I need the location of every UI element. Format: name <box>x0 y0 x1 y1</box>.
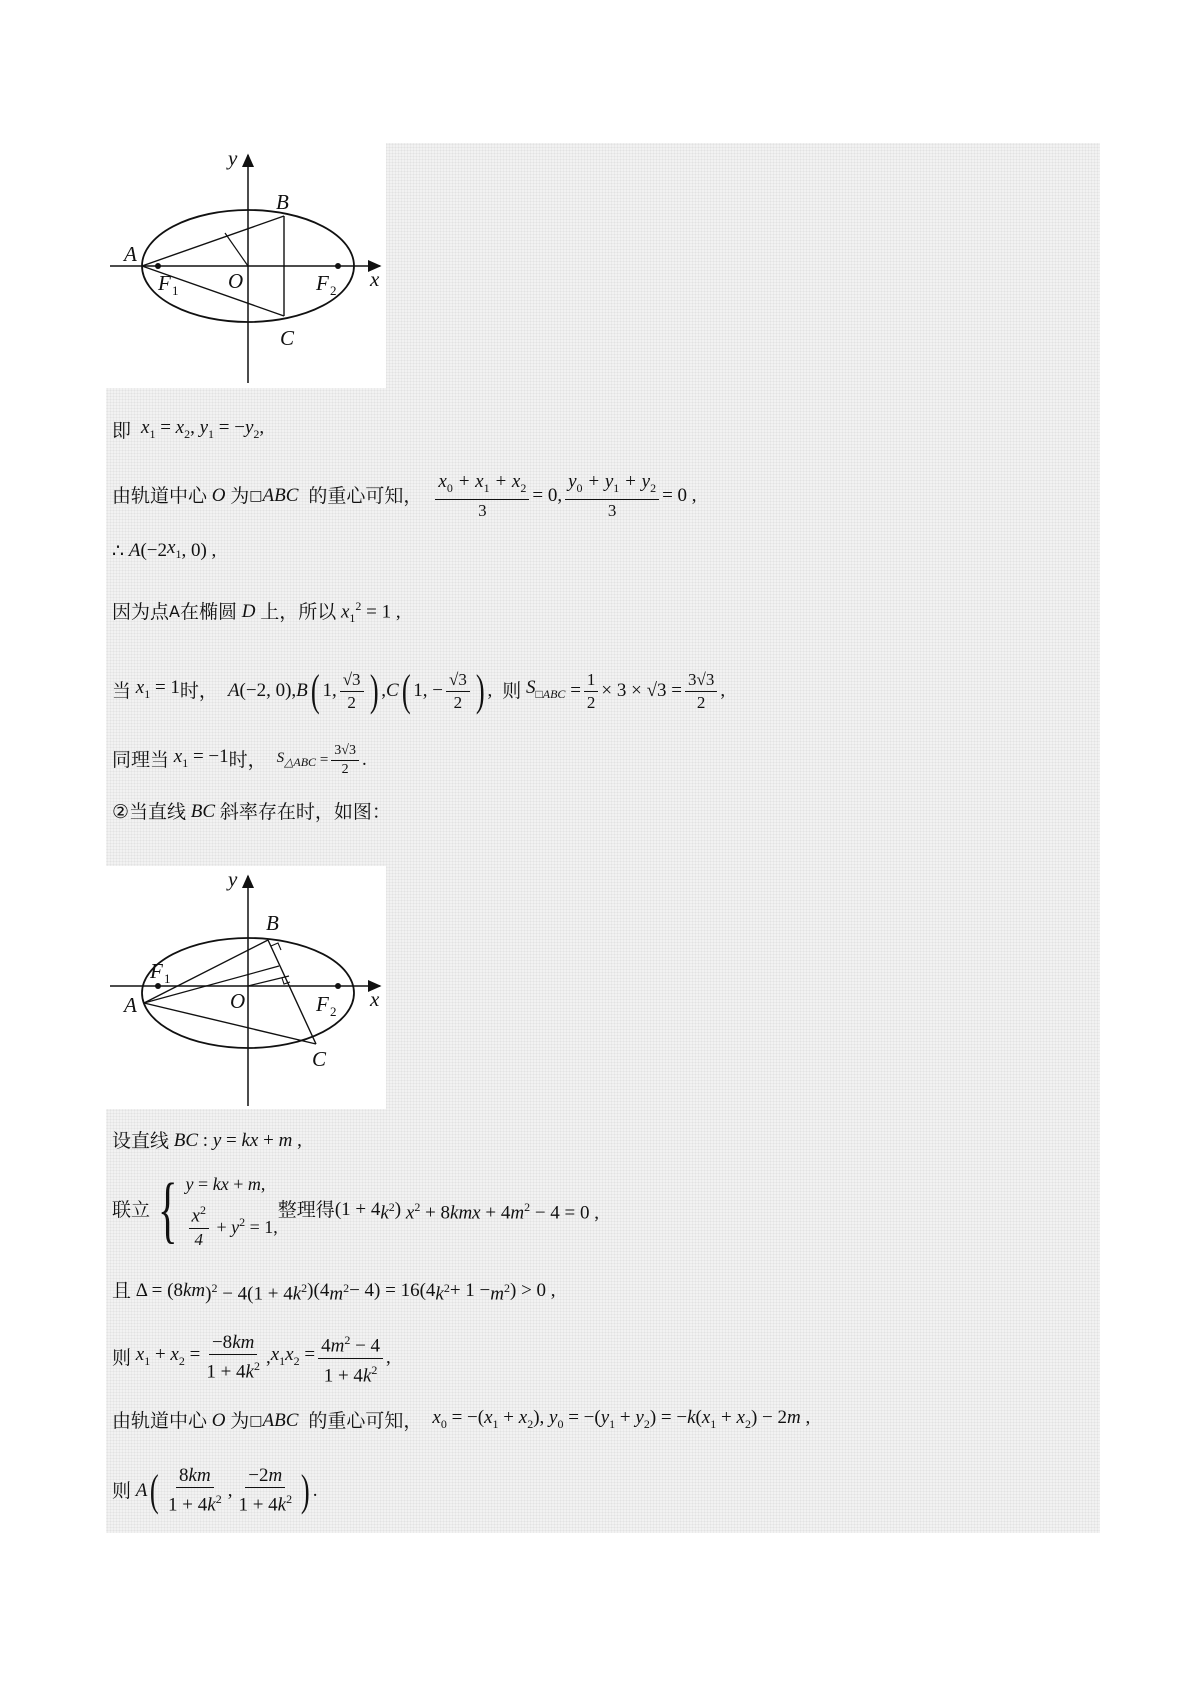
line-6-prefix: 同理当 <box>112 749 170 771</box>
label-F1-sub: 1 <box>164 971 171 986</box>
line-8: 设直线 BC : y = kx + m , <box>112 1126 302 1156</box>
line-8-prefix: 设直线 <box>112 1130 170 1152</box>
line-12-mid: 为 <box>230 1409 250 1432</box>
label-F2-sub: 2 <box>330 283 337 298</box>
equation-system: { y = kx + m, $\frac{x^2}{4}$ + $y^2 = 1$, <box>158 1168 278 1251</box>
label-O: O <box>228 269 244 293</box>
line-12-after: 的重心可知， <box>308 1409 423 1432</box>
line-2-mid: 为 <box>230 485 250 508</box>
line-4: 因为点 A 在椭圆 D 上，所以 $x_1^2 = 1$ , <box>112 599 401 626</box>
line-4-prefix: 因为点 <box>112 601 170 624</box>
label-B: B <box>276 190 289 214</box>
label-C: C <box>280 326 295 350</box>
page-content <box>106 143 1100 1533</box>
focus-F1-dot <box>155 263 161 269</box>
line-3-therefore: ∴ <box>112 539 125 562</box>
line-1-prefix: 即 <box>112 419 132 442</box>
line-2-after: 的重心可知， <box>308 485 423 508</box>
label-F1: F <box>150 959 163 983</box>
ellipse-figure-1 <box>106 143 386 388</box>
line-11: 则 $x_1 + x_2$ = $\frac{-8km}{1 + 4k^2}$ , $x_1x_2$ = $\frac{4m^2 - 4}{1 + 4k^2}$ , <box>112 1333 391 1383</box>
ellipse-figure-2 <box>106 866 386 1109</box>
label-F2: F <box>316 992 329 1016</box>
segment-O-to-BC <box>225 233 248 266</box>
line-2: 由轨道中心 O 为 □ ABC 的重心可知， $\frac{x_0 + x_1 + x_2}{3}$ = 0, $\frac{y_0 + y_1 + y_2}{3}$ = 0 , <box>112 471 697 520</box>
line-12: 由轨道中心 O 为 □ ABC 的重心可知， $x_0 = -(x_1 + x_2)$, $y_0 = -(y_1 + y_2) = -k(x_1 + x_2) - 2m$ , <box>112 1403 810 1439</box>
label-O: O <box>230 989 246 1013</box>
figure-2-svg <box>106 866 386 1109</box>
line-1 <box>112 413 264 449</box>
label-C: C <box>312 1047 327 1071</box>
line-9: 联立 { y = kx + m, $\frac{x^2}{4}$ + $y^2 = 1$, 整理得 (1 + 4 $k^2$ ) $x^2 + 8kmx + 4m^2 - 4 = 0$ , <box>112 1168 600 1251</box>
line-7-text2: 斜率存在时，如图： <box>219 801 391 823</box>
label-x: x <box>370 987 380 1011</box>
line-13: 则 A ( $\frac{8km}{1 + 4k^2}$ , $\frac{-2m}{1 + 4k^2}$ ) . <box>112 1465 318 1516</box>
focus-F2-dot <box>335 263 341 269</box>
line-7: ②当直线 BC 斜率存在时，如图： <box>112 797 391 827</box>
line-9-mid: 整理得 <box>277 1199 335 1221</box>
line-1-math: $x_1 = x_2$, $y_1 = -y_2$, <box>141 417 265 441</box>
label-F1-sub: 1 <box>172 283 179 298</box>
line-2-box: □ <box>249 488 263 505</box>
line-12-prefix: 由轨道中心 <box>112 1409 208 1432</box>
label-x: x <box>370 267 380 291</box>
line-10-prefix: 且 <box>112 1280 132 1303</box>
line-4-point: A <box>169 602 180 622</box>
line-6-mid: 时， <box>228 749 267 771</box>
figure-1-svg <box>106 143 386 388</box>
focus-F1-dot <box>155 983 161 989</box>
line-3: ∴ A (−2 $x_1$ , 0) , <box>112 533 216 569</box>
segment-BC <box>268 940 316 1044</box>
line-13-prefix: 则 <box>112 1480 132 1502</box>
label-y: y <box>228 867 238 891</box>
line-7-text: ②当直线 <box>112 801 187 823</box>
line-6: 同理当 $x_1 = -1$ 时， $S_{\triangle ABC}$ = $\frac{3√3}{2}$ . <box>112 742 367 777</box>
label-F1: F <box>158 271 171 295</box>
label-B: B <box>266 911 279 935</box>
line-11-prefix: 则 <box>112 1347 132 1369</box>
line-10: 且 Δ = (8 km )$^2$ − 4(1 + 4 $k^2$ )(4 $m^2$ − 4) = 16(4 $k^2$ + 1 − $m^2$ ) > 0 , <box>112 1273 556 1309</box>
line-5-prefix: 当 <box>112 680 132 702</box>
line-5-mid: 时， <box>179 680 218 702</box>
label-F2-sub: 2 <box>330 1004 337 1019</box>
label-F2: F <box>316 271 329 295</box>
label-y: y <box>228 146 238 170</box>
focus-F2-dot <box>335 983 341 989</box>
line-5-then: 则 <box>502 680 522 702</box>
label-A: A <box>124 242 137 266</box>
line-2-prefix: 由轨道中心 <box>112 485 208 508</box>
line-4-mid: 在椭圆 <box>179 601 237 624</box>
line-4-mid2: 上，所以 <box>260 601 337 624</box>
segment-AB <box>142 216 284 266</box>
line-9-prefix: 联立 <box>112 1199 151 1221</box>
line-12-box: □ <box>249 1412 263 1429</box>
line-5: 当 $x_1 = 1$ 时， A (−2, 0), B ( 1, $\frac{√3}{2}$ ) , C ( 1, − $\frac{√3}{2}$ ) , 则 $S_{□ABC}$ = $\frac{1}{2}$ × 3 × √3 = $\frac{3√3}{2}$ , <box>112 666 726 715</box>
label-A: A <box>124 993 137 1017</box>
